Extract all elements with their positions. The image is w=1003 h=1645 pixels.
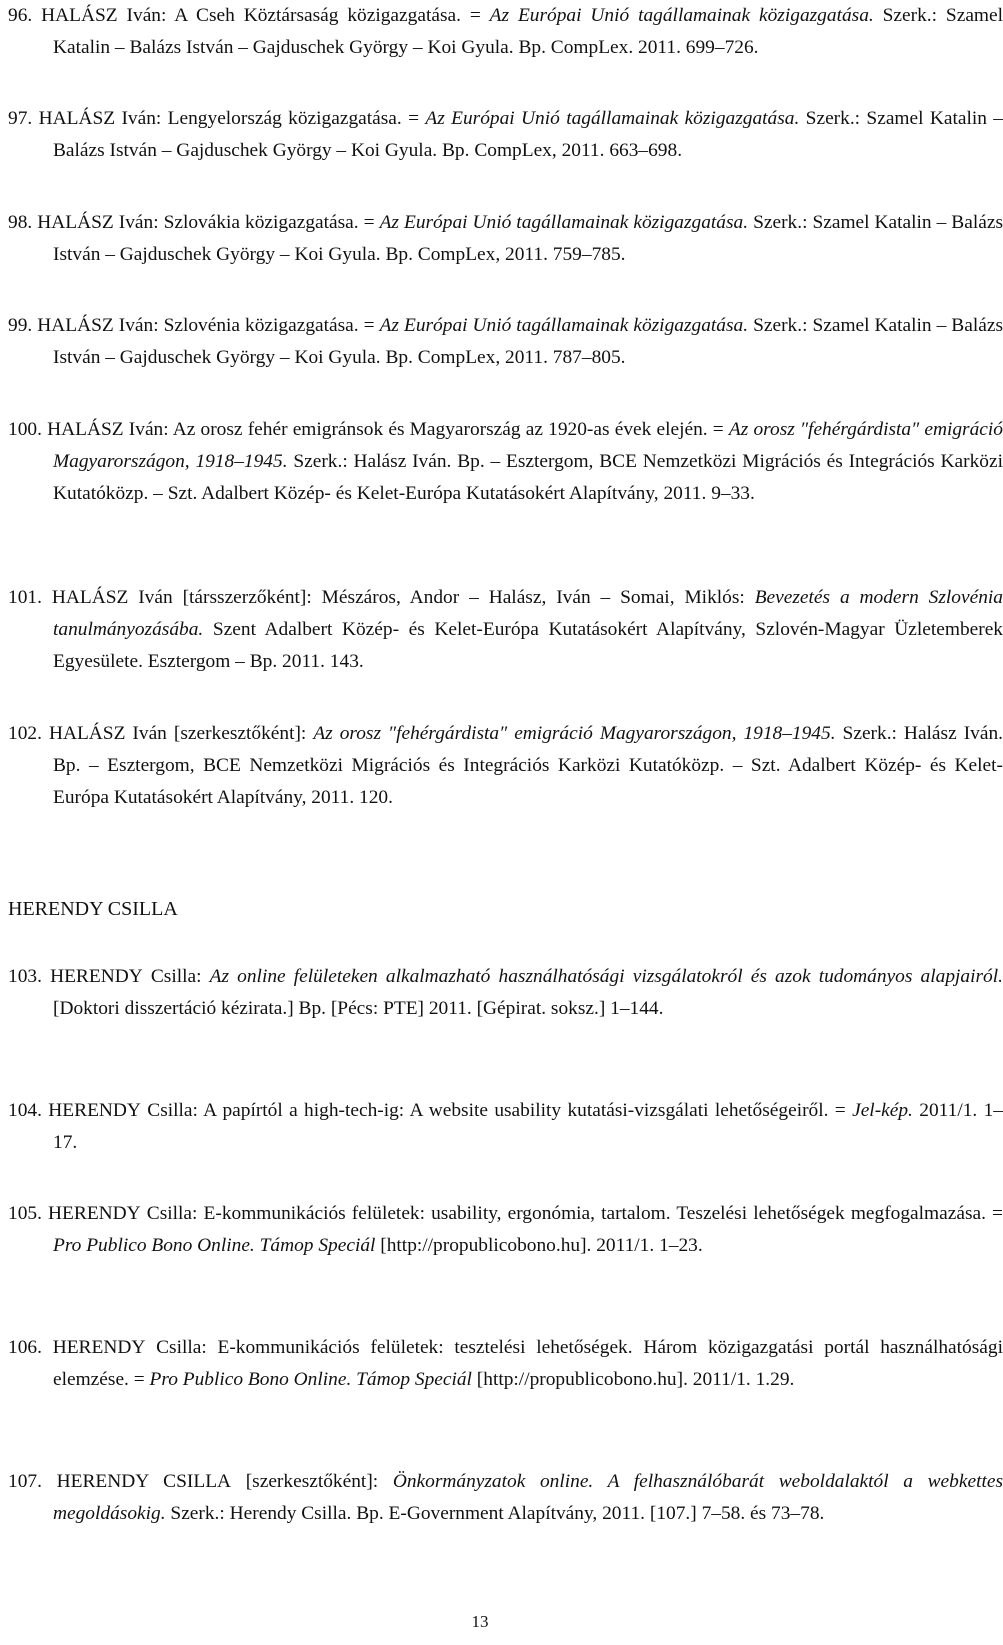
entry-source-title: Jel-kép.	[852, 1100, 913, 1121]
entry-number: 101.	[8, 587, 42, 608]
bibliography-entry-100	[8, 414, 1003, 510]
entry-details: Szerk.: Herendy Csilla. Bp. E-Government Alapítvány, 2011. [107.] 7–58. és 73–78.	[165, 1503, 825, 1524]
bibliography-entry-96	[8, 0, 1003, 64]
bibliography-entry-102	[8, 718, 1003, 814]
entry-details: [http://propublicobono.hu]. 2011/1. 1.29.	[471, 1369, 795, 1390]
entry-author: HALÁSZ	[51, 587, 129, 608]
bibliography-entry-103	[8, 961, 1003, 1025]
entry-text: Iván: Az orosz fehér emigránsok és Magyarország az 1920-as évek elején. =	[123, 419, 729, 440]
entry-author: HERENDY CSILLA	[56, 1471, 232, 1492]
entry-number: 104.	[8, 1100, 42, 1121]
entry-source-title: Az Európai Unió tagállamainak közigazgatása.	[379, 212, 749, 233]
entry-text: Csilla: A papírtól a high-tech-ig: A website usability kutatási-vizsgálati lehetőségeiről. =	[140, 1100, 853, 1121]
entry-author: HALÁSZ	[48, 723, 126, 744]
entry-text: Csilla: E-kommunikációs felületek: usability, ergonómia, tartalom. Teszelési lehetőségek megfogalmazása. =	[140, 1203, 1003, 1224]
entry-text: Iván: Szlovákia közigazgatása. =	[113, 212, 380, 233]
entry-source-title: Az Európai Unió tagállamainak közigazgatása.	[379, 315, 749, 336]
entry-details: [Doktori disszertáció kézirata.] Bp. [Pécs: PTE] 2011. [Gépirat. soksz.] 1–144.	[53, 998, 664, 1019]
entry-source-title: Pro Publico Bono Online. Támop Speciál	[149, 1369, 472, 1390]
entry-details: [http://propublicobono.hu]. 2011/1. 1–23.	[375, 1235, 703, 1256]
entry-text: Iván [szerkesztőként]:	[125, 723, 314, 744]
entry-author: HALÁSZ	[38, 108, 116, 129]
entry-details: Szerk.: Halász Iván. Bp. – Esztergom, BCE Nemzetközi Migrációs és Integrációs Karközi Kutatóközp. – Szt. Adalbert Közép- és Kelet-Európa Kutatásokért Alapítvány, 2011. 9–33.	[53, 451, 1003, 504]
bibliography-entry-107	[8, 1466, 1003, 1530]
entry-number: 103.	[8, 966, 42, 987]
entry-details: Szerk.: Szamel Katalin – Balázs István – Gajduschek György – Koi Gyula. Bp. CompLex. 2011. 699–726.	[53, 5, 1003, 58]
entry-source-title: Az orosz ″fehérgárdista″ emigráció Magyarországon, 1918–1945.	[313, 723, 836, 744]
entry-details: Szent Adalbert Közép- és Kelet-Európa Kutatásokért Alapítvány, Szlovén-Magyar Üzletemberek Egyesülete. Esztergom – Bp. 2011. 143.	[53, 619, 1003, 672]
entry-author: HERENDY	[48, 1100, 141, 1121]
entry-number: 98.	[8, 212, 33, 233]
bibliography-entry-104	[8, 1095, 1003, 1159]
entry-author: HERENDY	[52, 1337, 146, 1358]
entry-text: Csilla:	[142, 966, 210, 987]
entry-number: 102.	[8, 723, 42, 744]
bibliography-entry-101	[8, 582, 1003, 678]
entry-number: 107.	[8, 1471, 42, 1492]
bibliography-entry-106	[8, 1332, 1003, 1396]
bibliography-entry-99	[8, 310, 1003, 374]
entry-details: Szerk.: Halász Iván. Bp. – Esztergom, BCE Nemzetközi Migrációs és Integrációs Karközi Kutatóközp. – Szt. Adalbert Közép- és Kelet-Európa Kutatásokért Alapítvány, 2011. 120.	[53, 723, 1003, 808]
entry-number: 100.	[8, 419, 42, 440]
entry-author: HERENDY	[48, 1203, 141, 1224]
entry-text: Iván [társszerzőként]: Mészáros, Andor – Halász, Iván – Somai, Miklós:	[128, 587, 755, 608]
bibliography-entry-98	[8, 207, 1003, 271]
entry-number: 99.	[8, 315, 33, 336]
entry-author: HALÁSZ	[47, 419, 124, 440]
entry-details: Szerk.: Szamel Katalin – Balázs István – Gajduschek György – Koi Gyula. Bp. CompLex, 2011. 663–698.	[53, 108, 1003, 161]
entry-source-title: Az Európai Unió tagállamainak közigazgatása.	[489, 5, 874, 26]
entry-author: HALÁSZ	[37, 212, 114, 233]
entry-text: Iván: Lengyelország közigazgatása. =	[115, 108, 426, 129]
entry-details: 2011/1. 1–17.	[53, 1100, 1003, 1153]
section-heading: HERENDY CSILLA	[8, 898, 178, 920]
entry-number: 106.	[8, 1337, 42, 1358]
entry-details: Szerk.: Szamel Katalin – Balázs István – Gajduschek György – Koi Gyula. Bp. CompLex, 2011. 759–785.	[53, 212, 1003, 265]
entry-source-title: Az orosz ″fehérgárdista″ emigráció Magyarországon, 1918–1945.	[53, 419, 1003, 472]
page-number: 13	[471, 1612, 489, 1631]
entry-number: 105.	[8, 1203, 42, 1224]
bibliography-entry-105	[8, 1198, 1003, 1262]
entry-text: Iván: Szlovénia közigazgatása. =	[113, 315, 380, 336]
entry-text: Csilla: E-kommunikációs felületek: tesztelési lehetőségek. Három közigazgatási portál használhatósági elemzése. =	[53, 1337, 1003, 1390]
entry-source-title: Az Európai Unió tagállamainak közigazgatása.	[425, 108, 800, 129]
entry-text: Iván: A Cseh Köztársaság közigazgatása. =	[117, 5, 490, 26]
entry-number: 96.	[8, 5, 33, 26]
entry-source-title: Pro Publico Bono Online. Támop Speciál	[53, 1235, 376, 1256]
entry-author: HALÁSZ	[41, 5, 118, 26]
entry-source-title: Bevezetés a modern Szlovénia tanulmányozásába.	[53, 587, 1003, 640]
entry-author: HERENDY	[50, 966, 143, 987]
entry-number: 97.	[8, 108, 33, 129]
entry-text: [szerkesztőként]:	[231, 1471, 393, 1492]
entry-source-title: Önkormányzatok online. A felhasználóbarát weboldalaktól a webkettes megoldásokig.	[53, 1471, 1003, 1524]
entry-details: Szerk.: Szamel Katalin – Balázs István – Gajduschek György – Koi Gyula. Bp. CompLex, 2011. 787–805.	[53, 315, 1003, 368]
entry-author: HALÁSZ	[37, 315, 114, 336]
entry-source-title: Az online felületeken alkalmazható használhatósági vizsgálatokról és azok tudományos alapjairól.	[209, 966, 1003, 987]
bibliography-entry-97	[8, 103, 1003, 167]
